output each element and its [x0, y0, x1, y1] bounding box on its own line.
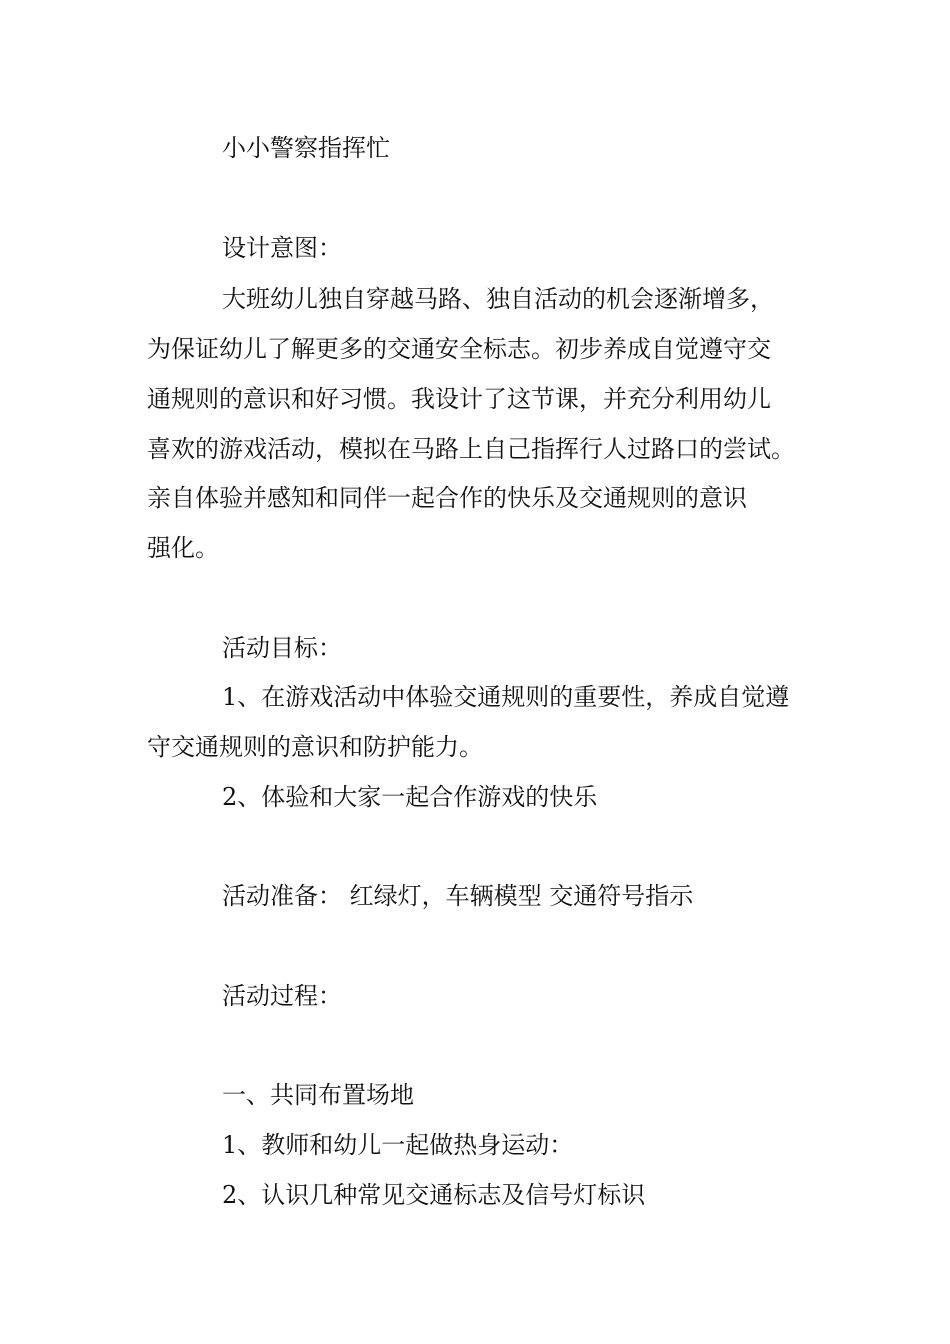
design-intent-heading: 设计意图： — [222, 234, 342, 262]
design-intent-line: 通规则的意识和好习惯。我设计了这节课，并充分利用幼儿 — [147, 385, 771, 413]
goals-heading: 活动目标： — [222, 634, 342, 662]
design-intent-line: 大班幼儿独自穿越马路、独自活动的机会逐渐增多， — [222, 285, 774, 313]
design-intent-line: 为保证幼儿了解更多的交通安全标志。初步养成自觉遵守交 — [147, 335, 771, 363]
design-intent-line: 喜欢的游戏活动，模拟在马路上自己指挥行人过路口的尝试。 — [147, 435, 795, 463]
goal-line: 2、体验和大家一起合作游戏的快乐 — [222, 783, 598, 811]
goal-line: 1、在游戏活动中体验交通规则的重要性，养成自觉遵 — [222, 683, 790, 711]
process-step: 2、认识几种常见交通标志及信号灯标识 — [222, 1181, 646, 1209]
design-intent-line: 强化。 — [147, 534, 219, 562]
preparation-line: 活动准备： 红绿灯，车辆模型 交通符号指示 — [222, 882, 694, 910]
design-intent-line: 亲自体验并感知和同伴一起合作的快乐及交通规则的意识 — [147, 484, 747, 512]
goal-line: 守交通规则的意识和防护能力。 — [147, 733, 483, 761]
document-title: 小小警察指挥忙 — [222, 134, 390, 162]
process-heading: 活动过程： — [222, 982, 342, 1010]
process-step: 1、教师和幼儿一起做热身运动： — [222, 1131, 574, 1159]
section-one-heading: 一、共同布置场地 — [222, 1081, 414, 1109]
